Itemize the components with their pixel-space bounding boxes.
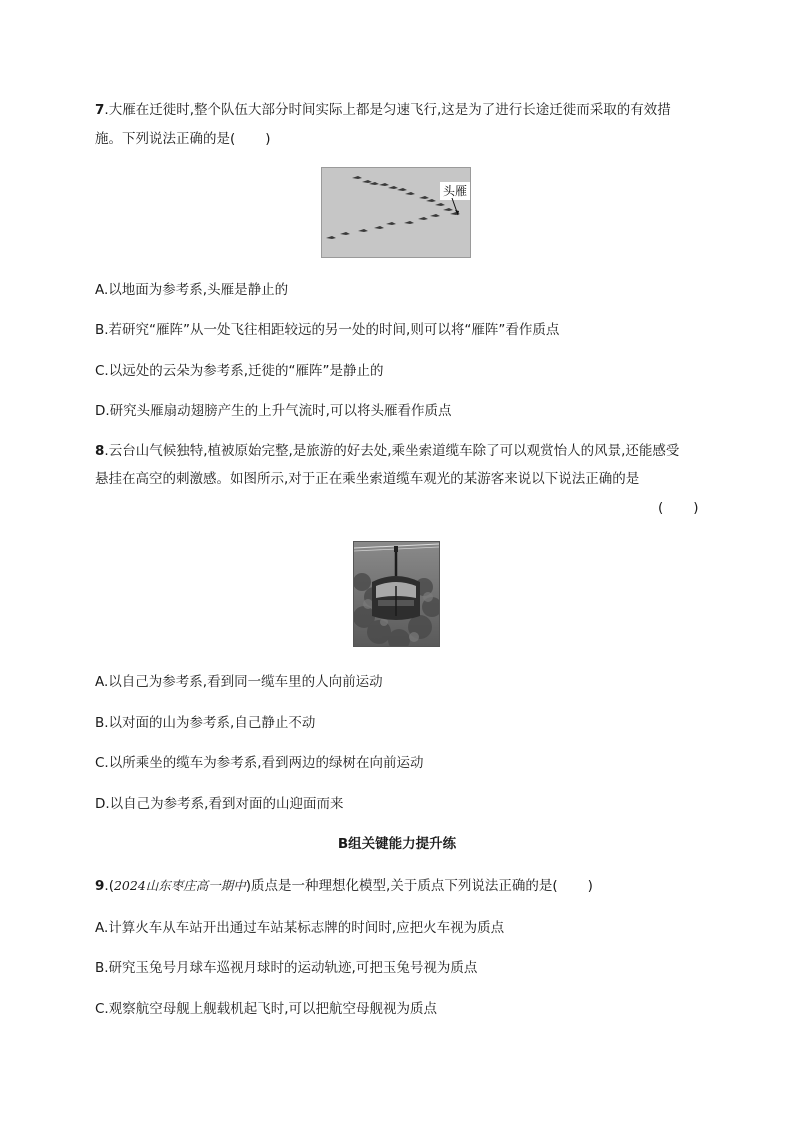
q7-number: 7 xyxy=(95,102,105,118)
q8-option-d: D.以自己为参考系,看到对面的山迎面而来 xyxy=(95,796,344,812)
q9-stem-text: )质点是一种理想化模型,关于质点下列说法正确的是( xyxy=(245,878,558,894)
section-b-title: B组关键能力提升练 xyxy=(337,836,457,852)
q9-option-b: B.研究玉兔号月球车巡视月球时的运动轨迹,可把玉兔号视为质点 xyxy=(95,960,478,976)
q7-answer-paren: ) xyxy=(265,131,271,147)
q9-option-c: C.观察航空母舰上舰载机起飞时,可以把航空母舰视为质点 xyxy=(95,1001,438,1017)
q9-number: 9 xyxy=(95,878,105,894)
q7-option-b: B.若研究“雁阵”从一处飞往相距较远的另一处的时间,则可以将“雁阵”看作质点 xyxy=(95,322,560,338)
q7-option-a: A.以地面为参考系,头雁是静止的 xyxy=(95,282,289,298)
lead-goose-label: 头雁 xyxy=(443,184,468,198)
q8-stem-text: .云台山气候独特,植被原始完整,是旅游的好去处,乘坐索道缆车除了可以观赏怡人的风景,还能感受 xyxy=(104,443,680,459)
q8-answer-paren: ( ) xyxy=(658,500,699,516)
q7-option-d: D.研究头雁扇动翅膀产生的上升气流时,可以将头雁看作质点 xyxy=(95,403,452,419)
q9-source: 2024山东枣庄高一期中 xyxy=(113,878,246,893)
q7-stem-text-2: 施。下列说法正确的是( xyxy=(95,131,236,147)
q9-prefix: .( xyxy=(104,878,114,894)
geese-illustration xyxy=(322,168,470,257)
q8-option-a: A.以自己为参考系,看到同一缆车里的人向前运动 xyxy=(95,674,383,690)
q8-number: 8 xyxy=(95,443,105,459)
q8-stem-line1 xyxy=(95,441,679,461)
q7-stem-text: .大雁在迁徙时,整个队伍大部分时间实际上都是匀速飞行,这是为了进行长途迁徙而采取的有效措 xyxy=(104,102,671,118)
q8-stem-line2: 悬挂在高空的刺激感。如图所示,对于正在乘坐索道缆车观光的某游客来说以下说法正确的是 xyxy=(95,471,640,487)
q7-stem-line2 xyxy=(95,129,271,149)
q7-option-c: C.以远处的云朵为参考系,迁徙的“雁阵”是静止的 xyxy=(95,363,384,379)
q8-option-b: B.以对面的山为参考系,自己静止不动 xyxy=(95,715,316,731)
q7-stem-line1 xyxy=(95,100,671,120)
cable-car-figure xyxy=(353,541,440,647)
q9-answer-paren: ) xyxy=(587,878,593,894)
geese-figure xyxy=(321,167,471,258)
q9-stem xyxy=(95,876,593,896)
q8-option-c: C.以所乘坐的缆车为参考系,看到两边的绿树在向前运动 xyxy=(95,755,424,771)
cable-car-illustration xyxy=(354,542,439,646)
q9-option-a: A.计算火车从车站开出通过车站某标志牌的时间时,应把火车视为质点 xyxy=(95,920,505,936)
